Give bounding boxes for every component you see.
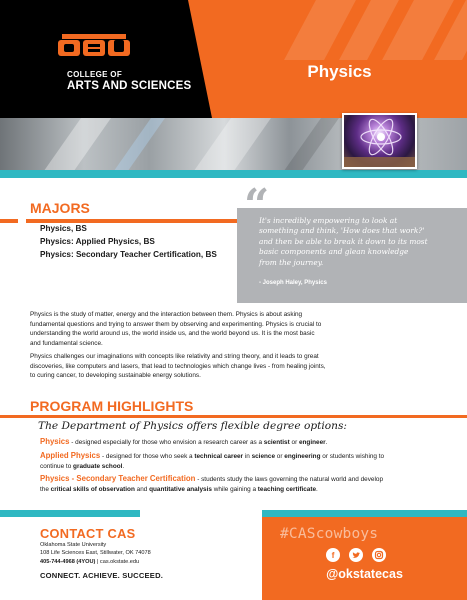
highlights-heading: PROGRAM HIGHLIGHTS <box>30 398 194 414</box>
page-title: Physics <box>307 62 372 81</box>
banner-accent-bar <box>0 170 467 178</box>
paragraph-line: Physics challenges our imaginations with concepts like relativity and string theory, and it leads to great <box>30 353 319 360</box>
contact-address-name: Oklahoma State University <box>40 542 107 548</box>
light-ray <box>95 118 179 170</box>
highlight-emphasis: engineer <box>298 439 326 446</box>
intro-paragraph <box>30 310 440 348</box>
contact-phone[interactable]: 405-744-4968 (4YOU) <box>40 559 96 565</box>
highlight-text: . <box>325 439 328 446</box>
paragraph-line: fundamental questions and trying to answer them by observing and experimenting. Physics is crucial to <box>30 320 322 328</box>
quote-text <box>259 216 464 268</box>
quote-line: basic components and glean knowledge <box>259 247 409 257</box>
highlight-text: or <box>275 453 285 460</box>
quote-line: and then be able to break it down to its most <box>259 236 428 246</box>
social-handle[interactable]: @okstatecas <box>326 567 403 581</box>
close-quote-mark: ” <box>408 282 434 333</box>
hashtag: #CAScowboys <box>280 526 379 542</box>
paragraph-line: to curing cancer, to developing sustainable energy solutions. <box>30 372 201 380</box>
osu-logo <box>58 34 130 60</box>
highlight-emphasis: critical skills of observation <box>50 485 135 493</box>
highlight-emphasis: quantitative analysis <box>149 485 212 493</box>
highlight-emphasis: engineering <box>284 453 321 460</box>
highlight-item <box>40 451 432 471</box>
highlight-text: while gaining a <box>211 485 258 493</box>
quote-line: It's incredibly empowering to look at <box>259 216 398 225</box>
atom-photo <box>342 113 417 169</box>
separator: | <box>95 559 100 565</box>
highlight-emphasis: technical career <box>194 453 244 460</box>
paragraph-line: discoveries, like computers and lasers, that lead to technologies which change lives - from healing joints, <box>30 362 326 370</box>
atom-illustration <box>344 115 417 169</box>
highlight-emphasis: teaching certificate <box>257 485 317 493</box>
majors-heading: MAJORS <box>30 200 90 216</box>
highlight-item <box>40 437 432 448</box>
paragraph-line: Physics is the study of matter, energy and the interaction between them. Physics is about asking <box>30 311 303 318</box>
quote-line: from the journey. <box>259 257 324 267</box>
quote-line: something and think, 'How does that work?' <box>259 226 425 236</box>
footer-accent-bar <box>0 510 140 517</box>
highlights-divider <box>0 415 467 418</box>
highlight-text: - students study the laws governing the natural world and develop <box>195 476 383 483</box>
major-item: Physics, BS <box>40 224 87 233</box>
highlights-subheading: The Department of Physics offers flexible degree options: <box>38 420 347 432</box>
quote-author: - Joseph Haley, Physics <box>259 280 327 286</box>
highlight-text: - designed for those who seek a <box>100 453 195 460</box>
highlight-emphasis: graduate school <box>73 462 123 470</box>
highlight-emphasis: scientist <box>263 439 290 446</box>
major-item: Physics: Secondary Teacher Certification, BS <box>40 250 217 259</box>
footer-accent-bar <box>262 510 467 517</box>
contact-phone-website <box>40 559 139 565</box>
paragraph-line: and fundamental science. <box>30 339 103 347</box>
contact-heading: CONTACT CAS <box>40 526 136 541</box>
major-item: Physics: Applied Physics, BS <box>40 237 155 246</box>
highlight-text: continue to <box>40 462 74 470</box>
contact-website[interactable]: cas.okstate.edu <box>99 559 140 565</box>
instagram-icon[interactable] <box>372 548 386 562</box>
light-ray <box>265 118 353 170</box>
light-ray <box>175 118 285 170</box>
highlight-name: Applied Physics <box>40 451 101 460</box>
highlight-text: or students wishing to <box>320 453 385 460</box>
highlight-item <box>40 474 432 494</box>
highlight-name: Physics - Secondary Teacher Certification <box>40 474 196 483</box>
college-label: ARTS AND SCIENCES <box>67 80 192 92</box>
twitter-icon[interactable] <box>349 548 363 562</box>
paragraph-line: understanding the world around us, the world inside us, and the world beyond us. It is the most basic <box>30 330 315 338</box>
highlight-text: or <box>289 439 299 446</box>
light-ray <box>25 118 125 170</box>
open-quote-mark: “ <box>244 180 270 231</box>
highlight-text: in <box>243 453 252 460</box>
contact-address: 108 Life Sciences East, Stillwater, OK 74078 <box>40 550 151 556</box>
second-paragraph <box>30 352 440 381</box>
motto: CONNECT. ACHIEVE. SUCCEED. <box>40 571 164 580</box>
highlight-text: - designed especially for those who envision a research career as a <box>69 439 264 446</box>
highlight-text: the <box>40 485 51 493</box>
highlight-text: . <box>122 462 125 470</box>
highlight-text: . <box>316 485 318 493</box>
highlight-text: and <box>134 485 150 493</box>
facebook-icon[interactable]: f <box>326 548 340 562</box>
instagram-camera-glyph <box>372 548 386 562</box>
majors-divider <box>0 219 247 223</box>
highlight-name: Physics <box>40 437 70 446</box>
college-label-small: COLLEGE OF <box>67 70 122 79</box>
highlight-emphasis: science <box>251 453 276 460</box>
twitter-bird-glyph <box>349 548 363 562</box>
